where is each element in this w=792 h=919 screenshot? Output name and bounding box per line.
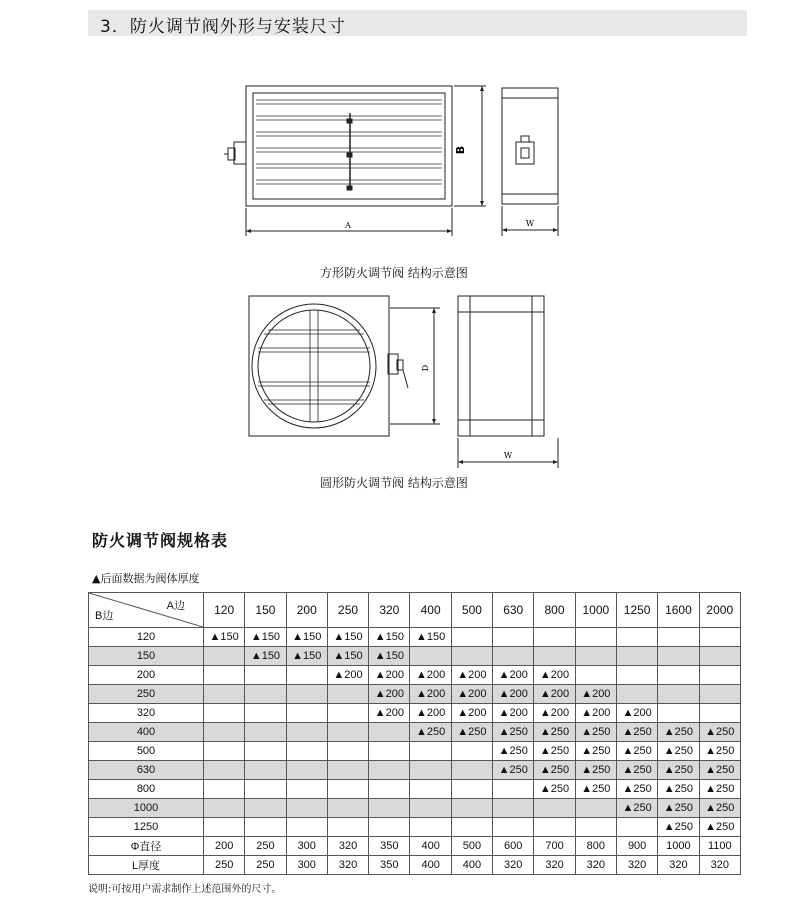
table-cell: ▲250 [493, 742, 534, 761]
table-cell: ▲250 [534, 761, 575, 780]
table-cell [245, 704, 286, 723]
table-cell [575, 799, 616, 818]
table-cell: 700 [534, 837, 575, 856]
thickness-row-label: L厚度 [89, 856, 204, 875]
table-cell [286, 666, 327, 685]
row-label: 630 [89, 761, 204, 780]
table-cell: ▲250 [575, 723, 616, 742]
table-row [89, 818, 741, 837]
table-cell: ▲200 [369, 704, 410, 723]
table-cell [286, 723, 327, 742]
table-cell: ▲250 [699, 780, 740, 799]
row-label: 320 [89, 704, 204, 723]
table-row [89, 647, 741, 666]
column-header: 2000 [699, 593, 740, 628]
table-cell: ▲200 [575, 704, 616, 723]
table-cell [204, 704, 245, 723]
column-header: 320 [369, 593, 410, 628]
table-cell: 320 [327, 837, 368, 856]
table-cell [616, 628, 657, 647]
table-cell: ▲250 [658, 799, 699, 818]
table-cell [245, 723, 286, 742]
table-cell [204, 723, 245, 742]
row-label: 250 [89, 685, 204, 704]
row-label: 500 [89, 742, 204, 761]
table-cell: ▲200 [493, 704, 534, 723]
table-cell [369, 780, 410, 799]
table-cell [327, 799, 368, 818]
table-cell [327, 780, 368, 799]
table-cell: ▲250 [616, 799, 657, 818]
table-cell [327, 818, 368, 837]
table-cell [204, 647, 245, 666]
table-cell: ▲150 [286, 628, 327, 647]
table-cell [286, 704, 327, 723]
column-header: 250 [327, 593, 368, 628]
table-cell: 350 [369, 856, 410, 875]
table-cell: ▲200 [369, 685, 410, 704]
table-cell [369, 742, 410, 761]
table-cell [204, 799, 245, 818]
row-label: 400 [89, 723, 204, 742]
table-cell: ▲250 [699, 799, 740, 818]
table-cell: ▲250 [575, 742, 616, 761]
table-cell [699, 685, 740, 704]
table-cell: ▲250 [699, 742, 740, 761]
row-label: 1250 [89, 818, 204, 837]
round-damper-drawing [240, 290, 570, 470]
table-cell [286, 799, 327, 818]
table-cell [327, 742, 368, 761]
table-cell [410, 647, 451, 666]
table-cell [616, 647, 657, 666]
table-row [89, 685, 741, 704]
table-cell: ▲200 [493, 685, 534, 704]
thickness-row [89, 856, 741, 875]
table-cell [245, 799, 286, 818]
table-cell: ▲250 [658, 761, 699, 780]
table-cell: 1000 [658, 837, 699, 856]
table-cell: ▲250 [451, 723, 492, 742]
dimension-w-label: W [503, 451, 513, 460]
table-cell: 320 [575, 856, 616, 875]
table-row [89, 628, 741, 647]
table-cell: 800 [575, 837, 616, 856]
table-cell [534, 818, 575, 837]
table-corner-cell [89, 593, 204, 628]
column-header: 200 [286, 593, 327, 628]
table-cell: 1100 [699, 837, 740, 856]
table-cell [410, 799, 451, 818]
spec-table-note: ▲后面数据为阀体厚度 [92, 572, 200, 585]
table-cell: ▲250 [658, 818, 699, 837]
table-cell: 250 [204, 856, 245, 875]
table-cell [699, 666, 740, 685]
table-cell [575, 647, 616, 666]
table-cell [410, 780, 451, 799]
table-cell [327, 685, 368, 704]
table-cell: 600 [493, 837, 534, 856]
table-cell [493, 799, 534, 818]
table-cell: ▲200 [369, 666, 410, 685]
table-cell [410, 818, 451, 837]
table-cell: ▲200 [451, 704, 492, 723]
table-cell [699, 647, 740, 666]
table-cell: 320 [658, 856, 699, 875]
table-cell [369, 818, 410, 837]
table-cell: ▲250 [616, 742, 657, 761]
table-cell [204, 685, 245, 704]
table-cell [369, 723, 410, 742]
table-cell: 300 [286, 856, 327, 875]
table-cell: ▲150 [327, 647, 368, 666]
table-cell [616, 685, 657, 704]
table-cell: ▲250 [410, 723, 451, 742]
table-cell: ▲150 [245, 628, 286, 647]
table-cell: ▲200 [451, 685, 492, 704]
square-damper-drawing [220, 78, 570, 248]
dimension-b-label: B [454, 145, 467, 155]
table-cell [286, 780, 327, 799]
table-cell [451, 780, 492, 799]
column-header: 1600 [658, 593, 699, 628]
table-cell: 320 [616, 856, 657, 875]
table-cell [616, 666, 657, 685]
table-cell [410, 742, 451, 761]
table-cell: ▲250 [658, 742, 699, 761]
table-cell [245, 818, 286, 837]
table-cell [493, 780, 534, 799]
table-cell: ▲250 [575, 780, 616, 799]
table-cell [534, 647, 575, 666]
dimension-a-label: A [345, 221, 351, 230]
table-cell: ▲200 [410, 704, 451, 723]
table-row [89, 742, 741, 761]
table-cell: ▲200 [410, 685, 451, 704]
table-cell: ▲200 [534, 704, 575, 723]
table-cell [204, 666, 245, 685]
row-label: 120 [89, 628, 204, 647]
table-cell: 350 [369, 837, 410, 856]
table-cell [658, 704, 699, 723]
table-row [89, 761, 741, 780]
table-cell: 400 [410, 837, 451, 856]
table-cell [245, 685, 286, 704]
table-cell: 320 [534, 856, 575, 875]
section-title: 3．防火调节阀外形与安装尺寸 [100, 17, 346, 37]
corner-a-label: A边 [166, 600, 185, 612]
table-cell [658, 647, 699, 666]
table-cell [369, 761, 410, 780]
table-cell [327, 761, 368, 780]
table-cell [410, 761, 451, 780]
table-cell: 250 [245, 856, 286, 875]
table-cell [699, 628, 740, 647]
table-cell [658, 685, 699, 704]
table-cell [451, 799, 492, 818]
table-cell: ▲200 [410, 666, 451, 685]
column-header: 800 [534, 593, 575, 628]
column-header: 1000 [575, 593, 616, 628]
table-cell: ▲200 [451, 666, 492, 685]
dimension-w-label: W [525, 219, 535, 228]
corner-b-label: B边 [95, 610, 114, 622]
row-label: 800 [89, 780, 204, 799]
column-header: 400 [410, 593, 451, 628]
table-cell [204, 761, 245, 780]
table-cell [286, 685, 327, 704]
spec-table-title: 防火调节阀规格表 [92, 531, 229, 550]
table-row [89, 799, 741, 818]
table-cell [451, 818, 492, 837]
table-cell [451, 628, 492, 647]
table-cell: ▲150 [245, 647, 286, 666]
table-cell [286, 818, 327, 837]
table-cell [658, 628, 699, 647]
table-cell: ▲200 [327, 666, 368, 685]
table-cell: ▲150 [286, 647, 327, 666]
table-cell [286, 761, 327, 780]
diameter-row [89, 837, 741, 856]
row-label: 200 [89, 666, 204, 685]
table-cell [534, 628, 575, 647]
table-cell: ▲250 [658, 723, 699, 742]
table-cell: ▲250 [534, 723, 575, 742]
table-cell: 400 [410, 856, 451, 875]
diameter-row-label: Φ直径 [89, 837, 204, 856]
table-cell: 320 [699, 856, 740, 875]
table-cell [534, 799, 575, 818]
table-cell: ▲150 [204, 628, 245, 647]
table-cell [575, 666, 616, 685]
column-header: 630 [493, 593, 534, 628]
table-cell: ▲150 [369, 628, 410, 647]
row-label: 150 [89, 647, 204, 666]
dimension-d-label: D [421, 364, 430, 372]
table-cell [658, 666, 699, 685]
table-cell: ▲150 [410, 628, 451, 647]
table-cell: ▲200 [575, 685, 616, 704]
table-cell: ▲200 [534, 666, 575, 685]
table-cell: ▲250 [534, 780, 575, 799]
table-cell [245, 666, 286, 685]
table-cell [451, 647, 492, 666]
table-cell [369, 799, 410, 818]
table-cell: ▲200 [493, 666, 534, 685]
table-cell [451, 761, 492, 780]
table-cell: ▲200 [616, 704, 657, 723]
table-cell [245, 761, 286, 780]
table-cell: ▲250 [699, 761, 740, 780]
table-cell [575, 818, 616, 837]
table-cell [204, 780, 245, 799]
table-cell [493, 647, 534, 666]
table-row [89, 666, 741, 685]
table-cell [493, 818, 534, 837]
table-cell [575, 628, 616, 647]
table-cell [327, 704, 368, 723]
table-cell: 500 [451, 837, 492, 856]
table-cell: ▲250 [616, 780, 657, 799]
row-label: 1000 [89, 799, 204, 818]
column-header: 150 [245, 593, 286, 628]
table-cell: 400 [451, 856, 492, 875]
table-cell: 250 [245, 837, 286, 856]
table-cell [451, 742, 492, 761]
square-damper-caption: 方形防火调节阀 结构示意图 [320, 266, 468, 280]
column-header: 120 [204, 593, 245, 628]
table-cell: ▲250 [658, 780, 699, 799]
table-cell: ▲250 [699, 818, 740, 837]
table-cell: 900 [616, 837, 657, 856]
table-cell: 320 [327, 856, 368, 875]
table-cell [286, 742, 327, 761]
table-cell [204, 742, 245, 761]
table-cell: 300 [286, 837, 327, 856]
table-cell: ▲200 [534, 685, 575, 704]
table-cell [616, 818, 657, 837]
table-cell: 200 [204, 837, 245, 856]
table-cell: ▲150 [327, 628, 368, 647]
table-cell: ▲250 [616, 761, 657, 780]
table-cell: ▲250 [699, 723, 740, 742]
table-cell [699, 704, 740, 723]
column-header: 500 [451, 593, 492, 628]
table-cell: ▲150 [369, 647, 410, 666]
table-row [89, 704, 741, 723]
table-cell: ▲250 [616, 723, 657, 742]
table-cell [245, 742, 286, 761]
table-cell: ▲250 [534, 742, 575, 761]
table-cell [327, 723, 368, 742]
table-cell [245, 780, 286, 799]
table-header-row [89, 593, 741, 628]
table-row [89, 723, 741, 742]
table-cell [204, 818, 245, 837]
table-cell [493, 628, 534, 647]
column-header: 1250 [616, 593, 657, 628]
table-cell: ▲250 [493, 723, 534, 742]
table-row [89, 780, 741, 799]
round-damper-caption: 圆形防火调节阀 结构示意图 [320, 476, 468, 490]
table-cell: ▲250 [493, 761, 534, 780]
footnote: 说明:可按用户需求制作上述范围外的尺寸。 [88, 884, 282, 895]
spec-table [88, 592, 741, 875]
table-cell: ▲250 [575, 761, 616, 780]
table-cell: 320 [493, 856, 534, 875]
